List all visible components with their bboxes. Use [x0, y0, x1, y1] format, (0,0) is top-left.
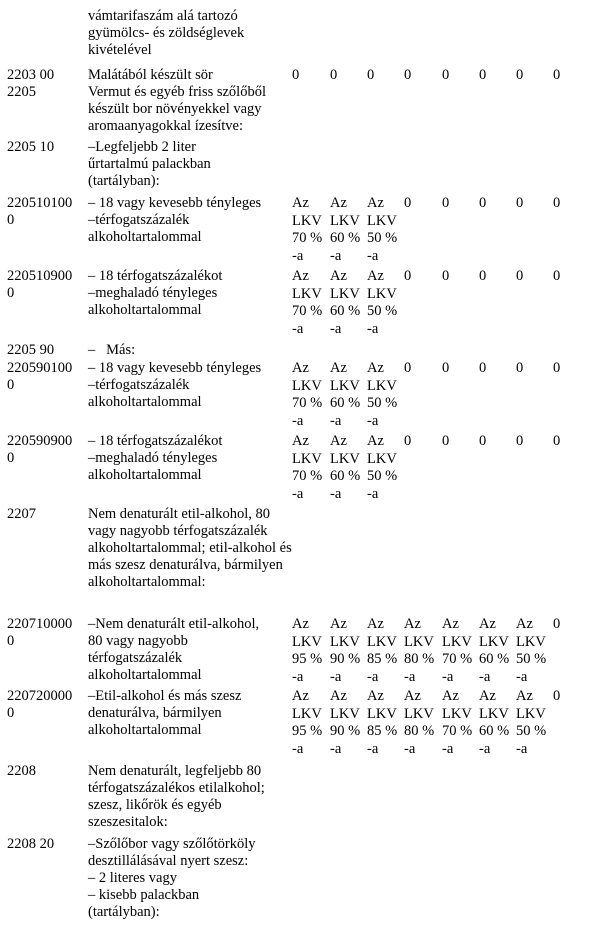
- code-cell: 2208 20: [7, 836, 55, 852]
- code-cell: 2208: [7, 763, 36, 779]
- rate-cell: 0: [553, 67, 561, 83]
- rate-cell: Az LKV 60 % -a: [330, 195, 361, 264]
- rate-cell: Az LKV 80 % -a: [404, 616, 435, 685]
- rate-cell: 0: [292, 67, 300, 83]
- rate-cell: Az LKV 95 % -a: [292, 616, 323, 685]
- description-cell: Vermut és egyéb friss szőlőből készült bor növényekkel vagy aromaanyagokkal ízesítve:: [88, 84, 266, 134]
- rate-cell: 0: [516, 360, 524, 376]
- rate-cell: 0: [479, 268, 487, 284]
- rate-cell: 0: [553, 433, 561, 449]
- description-cell: –Szőlőbor vagy szőlőtörköly desztillálásával nyert szesz: – 2 literes vagy – kisebb palackban (tartályban):: [88, 836, 256, 920]
- rate-cell: Az LKV 50 % -a: [367, 360, 398, 429]
- rate-cell: Az LKV 70 % -a: [292, 360, 323, 429]
- rate-cell: Az LKV 70 % -a: [442, 616, 473, 685]
- rate-cell: Az LKV 70 % -a: [292, 268, 323, 337]
- rate-cell: Az LKV 50 % -a: [367, 433, 398, 502]
- rate-cell: Az LKV 50 % -a: [367, 195, 398, 264]
- rate-cell: Az LKV 60 % -a: [330, 433, 361, 502]
- code-cell: 220720000 0: [7, 688, 73, 721]
- rate-cell: 0: [330, 67, 338, 83]
- rate-cell: Az LKV 50 % -a: [367, 268, 398, 337]
- rate-cell: Az LKV 90 % -a: [330, 688, 361, 757]
- code-cell: 220590900 0: [7, 433, 73, 466]
- rate-cell: 0: [442, 360, 450, 376]
- rate-cell: 0: [479, 433, 487, 449]
- rate-cell: 0: [442, 195, 450, 211]
- rate-cell: 0: [404, 268, 412, 284]
- rate-cell: 0: [553, 268, 561, 284]
- description-cell: – 18 vagy kevesebb tényleges –térfogatszázalék alkoholtartalommal: [88, 360, 262, 410]
- rate-cell: Az LKV 70 % -a: [292, 195, 323, 264]
- rate-cell: 0: [553, 688, 561, 704]
- code-cell: 2207: [7, 506, 36, 522]
- description-cell: – 18 vagy kevesebb tényleges –térfogatszázalék alkoholtartalommal: [88, 195, 262, 245]
- description-cell: Nem denaturált etil-alkohol, 80 vagy nagyobb térfogatszázalék alkoholtartalommal; etil-alkohol és más szesz denaturálva, bármilyen alkoholtartalommal:: [88, 506, 292, 590]
- rate-cell: Az LKV 50 % -a: [516, 688, 547, 757]
- code-cell: 220590100 0: [7, 360, 73, 393]
- rate-cell: 0: [404, 360, 412, 376]
- description-cell: – 18 térfogatszázalékot –meghaladó tényleges alkoholtartalommal: [88, 433, 223, 483]
- rate-cell: Az LKV 50 % -a: [516, 616, 547, 685]
- description-cell: Nem denaturált, legfeljebb 80 térfogatszázalékos etilalkohol; szesz, likőrök és egyéb szeszesitalok:: [88, 763, 265, 830]
- description-cell: vámtarifaszám alá tartozó gyümölcs- és zöldséglevek kivételével: [88, 8, 245, 58]
- rate-cell: 0: [553, 360, 561, 376]
- description-cell: –Nem denaturált etil-alkohol, 80 vagy nagyobb térfogatszázalék alkoholtartalommal: [88, 616, 260, 683]
- rate-cell: 0: [479, 360, 487, 376]
- description-cell: –Etil-alkohol és más szesz denaturálva, bármilyen alkoholtartalommal: [88, 688, 242, 738]
- rate-cell: Az LKV 70 % -a: [292, 433, 323, 502]
- description-cell: –Legfeljebb 2 liter űrtartalmú palackban (tartályban):: [88, 139, 211, 189]
- rate-cell: Az LKV 60 % -a: [330, 268, 361, 337]
- rate-cell: Az LKV 60 % -a: [479, 616, 510, 685]
- rate-cell: 0: [442, 268, 450, 284]
- rate-cell: 0: [404, 195, 412, 211]
- rate-cell: 0: [442, 67, 450, 83]
- description-cell: Malátából készült sör: [88, 67, 213, 83]
- rate-cell: 0: [516, 268, 524, 284]
- rate-cell: 0: [479, 195, 487, 211]
- rate-cell: 0: [404, 67, 412, 83]
- rate-cell: 0: [442, 433, 450, 449]
- rate-cell: 0: [516, 195, 524, 211]
- description-cell: – Más:: [88, 342, 136, 358]
- rate-cell: 0: [367, 67, 375, 83]
- rate-cell: 0: [553, 195, 561, 211]
- rate-cell: Az LKV 60 % -a: [479, 688, 510, 757]
- code-cell: 2205 10: [7, 139, 55, 155]
- rate-cell: Az LKV 85 % -a: [367, 688, 398, 757]
- code-cell: 2203 00: [7, 67, 55, 83]
- code-cell: 220510900 0: [7, 268, 73, 301]
- rate-cell: 0: [553, 616, 561, 632]
- rate-cell: Az LKV 90 % -a: [330, 616, 361, 685]
- rate-cell: Az LKV 60 % -a: [330, 360, 361, 429]
- rate-cell: Az LKV 70 % -a: [442, 688, 473, 757]
- rate-cell: 0: [479, 67, 487, 83]
- rate-cell: Az LKV 95 % -a: [292, 688, 323, 757]
- code-cell: 2205 90: [7, 342, 55, 358]
- code-cell: 2205: [7, 84, 36, 100]
- rate-cell: 0: [516, 433, 524, 449]
- rate-cell: 0: [404, 433, 412, 449]
- rate-cell: Az LKV 80 % -a: [404, 688, 435, 757]
- rate-cell: 0: [516, 67, 524, 83]
- code-cell: 220510100 0: [7, 195, 73, 228]
- rate-cell: Az LKV 85 % -a: [367, 616, 398, 685]
- code-cell: 220710000 0: [7, 616, 73, 649]
- description-cell: – 18 térfogatszázalékot –meghaladó tényleges alkoholtartalommal: [88, 268, 223, 318]
